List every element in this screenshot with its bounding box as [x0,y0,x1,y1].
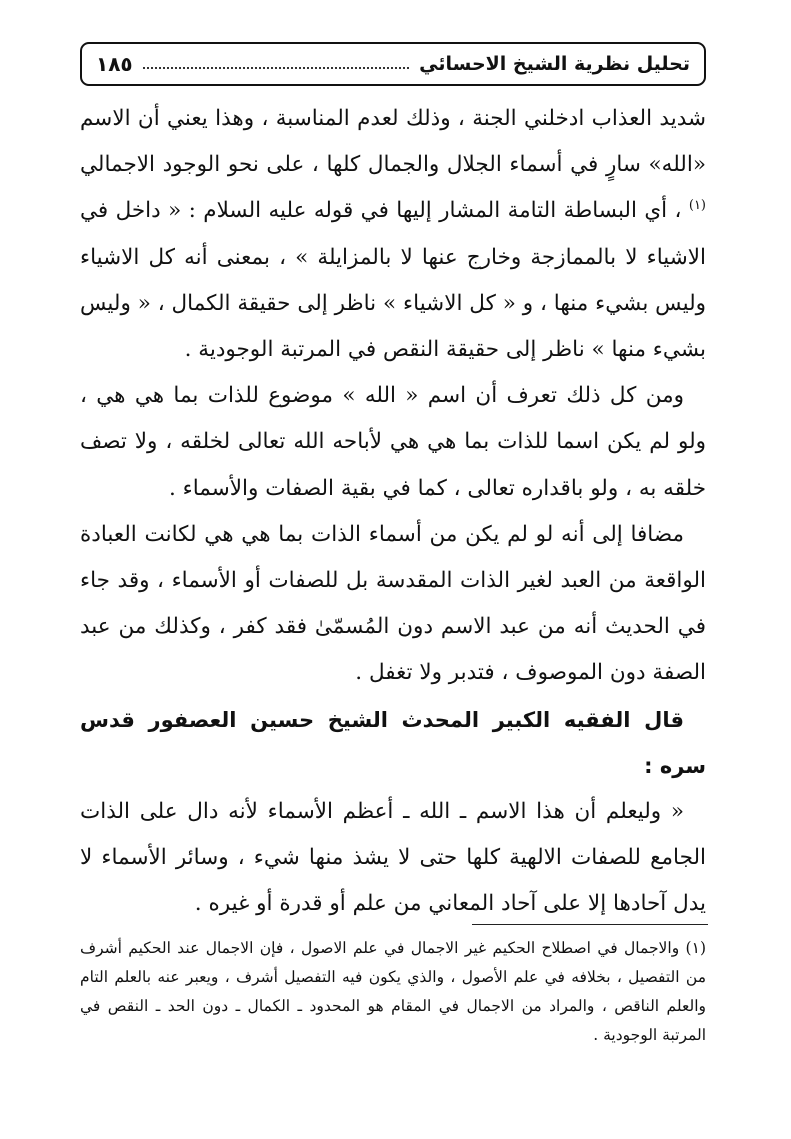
section-heading: قال الفقيه الكبير المحدث الشيخ حسين العصفور قدس سره : [80,707,706,778]
page-number: ١٨٥ [96,52,133,76]
paragraph-3: مضافا إلى أنه لو لم يكن من أسماء الذات بما هي هي لكانت العبادة الواقعة من العبد لغير الذات المقدسة بل للصفات أو الأسماء ، وقد جاء في الحديث أنه من عبد الاسم دون المُسمّىٰ فقد كفر ، وكذلك من عبد الصفة دون الموصوف ، فتدبر ولا تغفل . [80,521,706,686]
footnote-text: (١) والاجمال في اصطلاح الحكيم غير الاجمال في علم الاصول ، فإن الاجمال عند الحكيم أشرف من التفصيل ، بخلافه في علم الأصول ، والذي يكون فيه التفصيل أشرف ، ويعبر عنه بالعلم التام والعلم الناقص ، والمراد من الاجمال في المقام هو المحدود ـ الكمال ـ دون الحد ـ النقص في المرتبة الوجودية . [80,939,706,1044]
quotation-paragraph: « وليعلم أن هذا الاسم ـ الله ـ أعظم الأسماء لأنه دال على الذات الجامع للصفات الالهية كلها حتى لا يشذ منها شيء ، وسائر الأسماء لا يدل آحادها إلا على آحاد المعاني من علم أو قدرة أو غيره . [80,799,706,917]
running-header [80,42,706,86]
paragraph-1-after: ، أي البساطة التامة المشار إليها في قوله عليه السلام : « داخل في الاشياء لا بالممازجة وخارج عنها لا بالمزايلة » ، بمعنى أنه كل الاشياء وليس بشيء منها ، و « كل الاشياء » ناظر إلى حقيقة الكمال ، « وليس بشيء منها » ناظر إلى حقيقة النقص في المرتبة الوجودية . [80,198,706,363]
footnote-reference: (١) [688,198,706,214]
header-dot-leader [143,67,410,69]
main-text [80,96,706,928]
paragraph-2: ومن كل ذلك تعرف أن اسم « الله » موضوع للذات بما هي هي ، ولو لم يكن اسما للذات بما هي هي لأباحه الله تعالى لخلقه ، ولا تصف خلقه به ، ولو باقداره تعالى ، كما في بقية الصفات والأسماء . [80,383,706,501]
footnote [80,934,706,1050]
paragraph-1 [80,96,706,373]
header-title: تحليل نظرية الشيخ الاحسائي [419,53,690,75]
footnote-separator [472,924,708,925]
paragraph-1-before: شديد العذاب ادخلني الجنة ، وذلك لعدم المناسبة ، وهذا يعني أن الاسم «الله» سارٍ في أسماء الجلال والجمال كلها ، على نحو الوجود الاجمالي [80,106,706,178]
